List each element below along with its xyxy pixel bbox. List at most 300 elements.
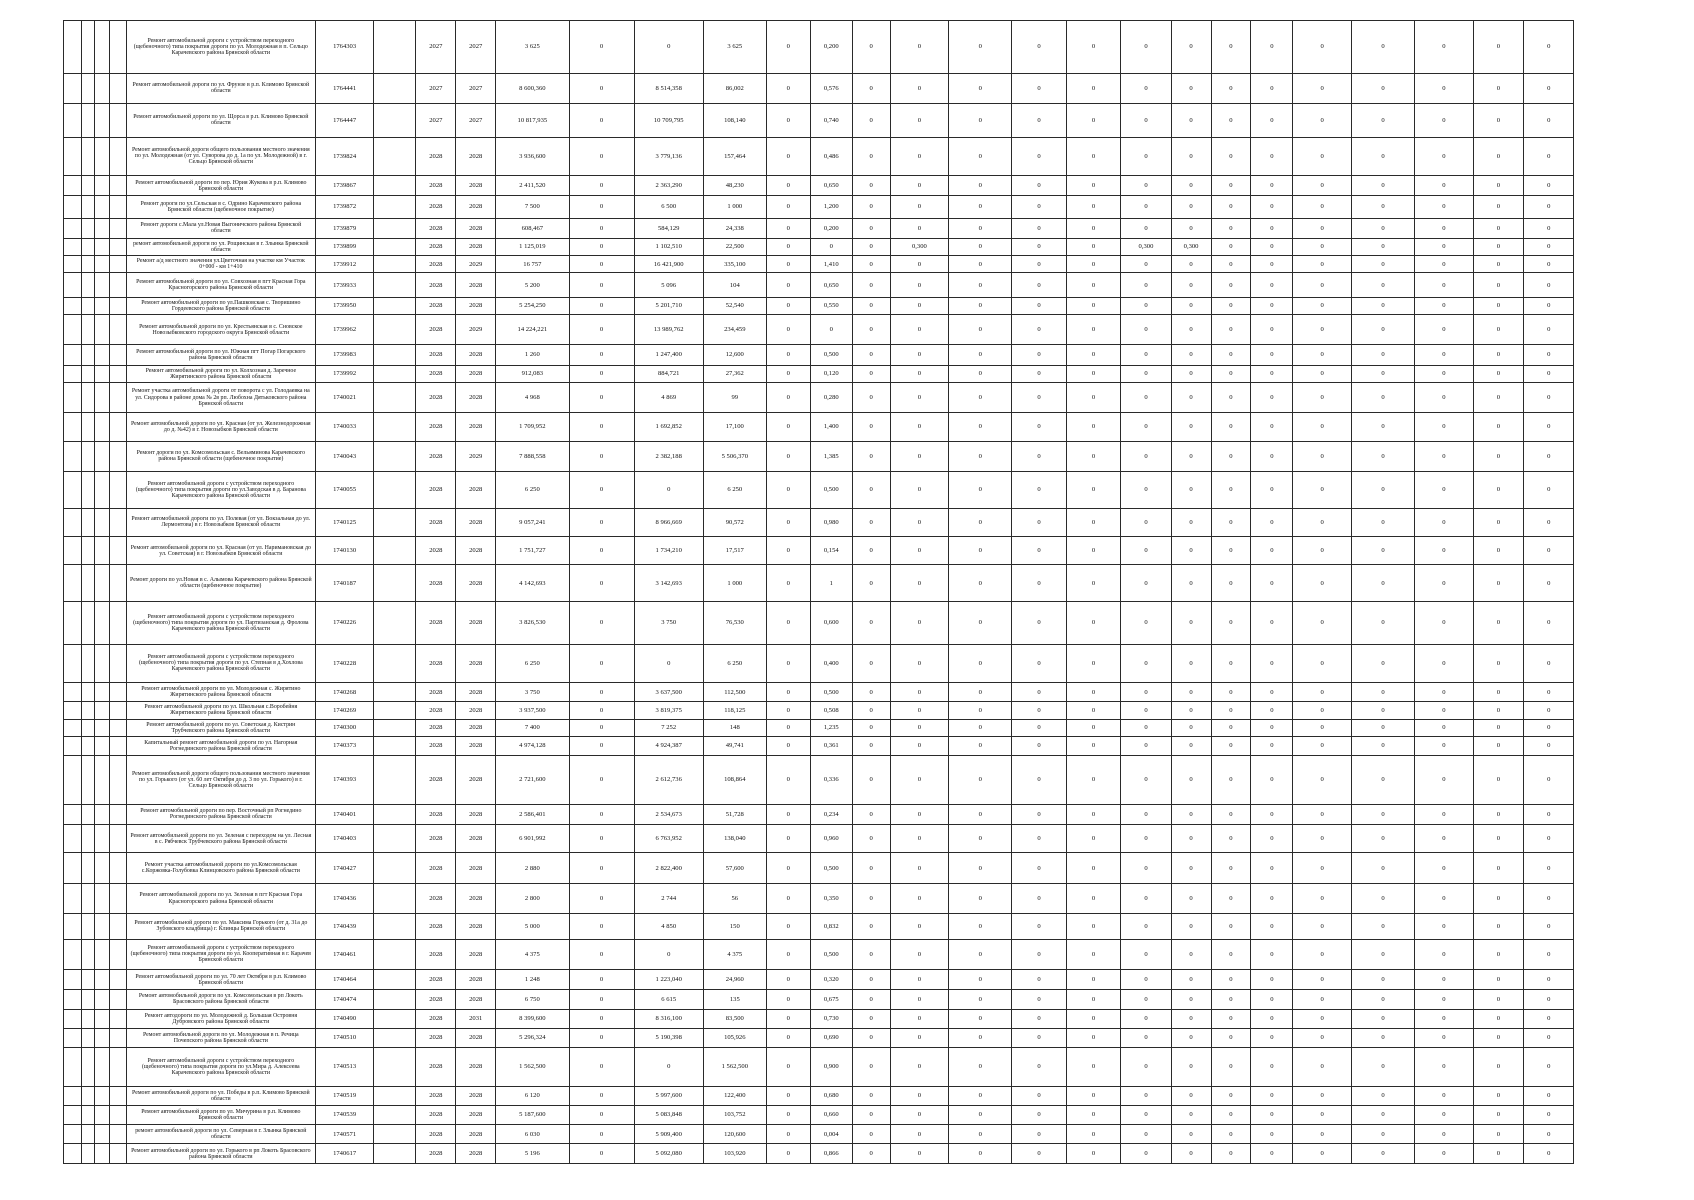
indicator-value: 0 [1066, 914, 1121, 939]
indicator-value: 0 [1171, 218, 1211, 238]
blank-cell [81, 644, 95, 683]
indicator-value: 0 [890, 441, 949, 471]
cell-d: 0 [766, 218, 810, 238]
indicator-value: 0 [949, 537, 1012, 565]
indicator-value: 0 [1171, 472, 1211, 509]
indicator-value: 0 [1251, 970, 1293, 990]
cell-total: 9 057,241 [496, 508, 569, 536]
indicator-value: 0 [1211, 1048, 1251, 1087]
indicator-value: 0 [1012, 883, 1067, 913]
cell-total: 1 562,500 [496, 1048, 569, 1087]
indicator-value: 0 [1473, 736, 1523, 755]
table-row [64, 1125, 1625, 1144]
indicator-value: 0 [1352, 601, 1415, 644]
blank-cell [110, 601, 127, 644]
indicator-value: 0 [1524, 756, 1574, 805]
indicator-value: 0 [890, 1144, 949, 1164]
cell-len: 0,200 [810, 218, 852, 238]
indicator-value: 0 [1251, 804, 1293, 824]
indicator-value: 0 [1352, 1086, 1415, 1105]
table-row [64, 601, 1625, 644]
indicator-value: 0 [1293, 1048, 1352, 1087]
indicator-value: 0 [1473, 970, 1523, 990]
cell-len: 0,675 [810, 990, 852, 1009]
indicator-value: 0 [1293, 382, 1352, 412]
indicator-value: 0 [1473, 239, 1523, 256]
blank-cell [110, 104, 127, 137]
indicator-value: 0 [852, 1009, 890, 1028]
indicator-value: 0 [1524, 683, 1574, 702]
indicator-value: 0 [1012, 970, 1067, 990]
cell-c: 17,100 [703, 413, 766, 441]
indicator-value: 0 [890, 365, 949, 382]
cell-a: 0 [569, 990, 634, 1009]
cell-b: 5 909,400 [634, 1125, 703, 1144]
indicator-value: 0 [1251, 239, 1293, 256]
cell-d: 0 [766, 914, 810, 939]
indicator-value: 0 [1066, 702, 1121, 719]
indicator-value: 0 [1473, 315, 1523, 345]
blank-cell [110, 825, 127, 853]
cell-y1: 2028 [416, 1125, 456, 1144]
cell-d: 0 [766, 196, 810, 218]
indicator-value: 0 [1066, 736, 1121, 755]
table-row [64, 196, 1625, 218]
blank-cell [64, 702, 82, 719]
cell-y2: 2028 [456, 565, 496, 602]
table-row [64, 508, 1625, 536]
indicator-value: 0 [1293, 702, 1352, 719]
indicator-value: 0 [1352, 508, 1415, 536]
blank-cell [81, 297, 95, 314]
object-description: Ремонт автомобильной дороги по ул. Южная пгт Погар Погарского района Брянской области [126, 345, 315, 365]
indicator-value: 0 [1473, 256, 1523, 273]
indicator-value: 0 [1012, 218, 1067, 238]
cell-y2: 2028 [456, 1048, 496, 1087]
indicator-value: 0 [1251, 472, 1293, 509]
cell-y1: 2028 [416, 990, 456, 1009]
table-row [64, 1105, 1625, 1124]
indicator-value: 0 [1414, 508, 1473, 536]
indicator-value: 0 [1251, 1086, 1293, 1105]
blank-cell [95, 683, 110, 702]
indicator-value: 0 [1121, 565, 1171, 602]
indicator-value: 0 [1012, 1144, 1067, 1164]
cell-a: 0 [569, 939, 634, 969]
indicator-value: 0 [1251, 883, 1293, 913]
cell-d: 0 [766, 853, 810, 883]
cell-d: 0 [766, 601, 810, 644]
indicator-value: 0 [1171, 315, 1211, 345]
indicator-value: 0 [1012, 365, 1067, 382]
blank-cell [374, 804, 416, 824]
cell-y1: 2028 [416, 508, 456, 536]
indicator-value: 0 [949, 756, 1012, 805]
blank-cell [81, 472, 95, 509]
cell-b: 3 819,375 [634, 702, 703, 719]
indicator-value: 0 [1473, 273, 1523, 297]
table-row [64, 441, 1625, 471]
cell-a: 0 [569, 137, 634, 176]
cell-len: 0,500 [810, 939, 852, 969]
indicator-value: 0 [1352, 382, 1415, 412]
indicator-value: 0 [1121, 825, 1171, 853]
indicator-value: 0 [1121, 719, 1171, 736]
indicator-value: 0 [1066, 756, 1121, 805]
indicator-value: 0 [1293, 1105, 1352, 1124]
cell-code: 1739983 [315, 345, 374, 365]
indicator-value: 0 [1121, 315, 1171, 345]
indicator-value: 0 [1211, 441, 1251, 471]
cell-len: 0,004 [810, 1125, 852, 1144]
indicator-value: 0 [1414, 273, 1473, 297]
blank-cell [110, 1028, 127, 1047]
cell-b: 2 822,400 [634, 853, 703, 883]
cell-code: 1740228 [315, 644, 374, 683]
indicator-value: 0 [1012, 683, 1067, 702]
blank-cell [81, 441, 95, 471]
indicator-value: 0 [1473, 1009, 1523, 1028]
cell-d: 0 [766, 1086, 810, 1105]
indicator-value: 0 [890, 472, 949, 509]
cell-b: 3 142,693 [634, 565, 703, 602]
indicator-value: 0 [1293, 104, 1352, 137]
indicator-value: 0 [1012, 601, 1067, 644]
indicator-value: 0 [1251, 601, 1293, 644]
cell-c: 99 [703, 382, 766, 412]
cell-total: 5 200 [496, 273, 569, 297]
indicator-value: 0 [1524, 441, 1574, 471]
blank-cell [110, 273, 127, 297]
blank-cell [110, 756, 127, 805]
table-row [64, 702, 1625, 719]
indicator-value: 0 [1524, 273, 1574, 297]
cell-d: 0 [766, 73, 810, 103]
indicator-value: 0 [1121, 644, 1171, 683]
cell-len: 0,600 [810, 601, 852, 644]
cell-code: 1739899 [315, 239, 374, 256]
cell-y1: 2028 [416, 537, 456, 565]
indicator-value: 0 [1524, 382, 1574, 412]
cell-y2: 2028 [456, 273, 496, 297]
cell-len: 0,400 [810, 644, 852, 683]
cell-y2: 2027 [456, 21, 496, 74]
object-description: Ремонт автомобильной дороги по ул. Зеленая с переходом на ул. Лесная в с. Рябчевск Трубчевского района Брянской области [126, 825, 315, 853]
blank-cell [95, 853, 110, 883]
indicator-value: 0 [1012, 382, 1067, 412]
cell-total: 4 142,693 [496, 565, 569, 602]
indicator-value: 0 [852, 315, 890, 345]
cell-b: 0 [634, 939, 703, 969]
cell-total: 6 030 [496, 1125, 569, 1144]
cell-b: 2 744 [634, 883, 703, 913]
blank-cell [81, 315, 95, 345]
indicator-value: 0 [949, 315, 1012, 345]
cell-a: 0 [569, 297, 634, 314]
table-row [64, 413, 1625, 441]
indicator-value: 0 [1473, 441, 1523, 471]
indicator-value: 0 [1293, 1086, 1352, 1105]
indicator-value: 0 [852, 939, 890, 969]
indicator-value: 0 [890, 73, 949, 103]
blank-cell [95, 176, 110, 196]
indicator-value: 0 [1211, 256, 1251, 273]
indicator-value: 0 [1121, 1105, 1171, 1124]
cell-y2: 2028 [456, 683, 496, 702]
indicator-value: 0 [852, 1125, 890, 1144]
cell-d: 0 [766, 683, 810, 702]
cell-len: 0,500 [810, 853, 852, 883]
indicator-value: 0 [1066, 256, 1121, 273]
indicator-value: 0 [1473, 683, 1523, 702]
cell-a: 0 [569, 756, 634, 805]
indicator-value: 0 [890, 1009, 949, 1028]
blank-cell [374, 239, 416, 256]
indicator-value: 0 [949, 413, 1012, 441]
cell-y2: 2028 [456, 644, 496, 683]
indicator-value: 0 [1012, 644, 1067, 683]
indicator-value: 0 [1171, 297, 1211, 314]
cell-d: 0 [766, 1048, 810, 1087]
indicator-value: 0 [852, 239, 890, 256]
cell-y1: 2027 [416, 73, 456, 103]
cell-b: 10 709,795 [634, 104, 703, 137]
object-description: Ремонт автомобильной дороги с устройством переходного (щебеночного) типа покрытия дороги по ул. Кооперативная в г. Карачев Брянской области [126, 939, 315, 969]
cell-b: 1 247,400 [634, 345, 703, 365]
cell-c: 86,002 [703, 73, 766, 103]
indicator-value: 0,300 [1171, 239, 1211, 256]
cell-a: 0 [569, 315, 634, 345]
cell-a: 0 [569, 365, 634, 382]
cell-y1: 2028 [416, 273, 456, 297]
cell-y1: 2027 [416, 104, 456, 137]
indicator-value: 0 [1012, 508, 1067, 536]
blank-cell [64, 345, 82, 365]
indicator-value: 0 [852, 565, 890, 602]
indicator-value: 0 [890, 853, 949, 883]
indicator-value: 0 [1171, 565, 1211, 602]
indicator-value: 0 [1251, 1105, 1293, 1124]
indicator-value: 0 [1251, 382, 1293, 412]
indicator-value: 0 [1473, 853, 1523, 883]
indicator-value: 0 [1293, 176, 1352, 196]
indicator-value: 0 [1171, 853, 1211, 883]
indicator-value: 0 [1121, 537, 1171, 565]
indicator-value: 0 [949, 825, 1012, 853]
indicator-value: 0 [1473, 104, 1523, 137]
indicator-value: 0 [1293, 73, 1352, 103]
cell-y1: 2028 [416, 256, 456, 273]
blank-cell [81, 853, 95, 883]
cell-len: 0,320 [810, 970, 852, 990]
blank-cell [64, 1009, 82, 1028]
indicator-value: 0 [1012, 914, 1067, 939]
blank-cell [374, 990, 416, 1009]
indicator-value: 0 [1171, 914, 1211, 939]
cell-code: 1740269 [315, 702, 374, 719]
blank-cell [110, 1086, 127, 1105]
indicator-value: 0 [1171, 719, 1211, 736]
blank-cell [64, 736, 82, 755]
table-row [64, 365, 1625, 382]
cell-a: 0 [569, 382, 634, 412]
blank-cell [95, 644, 110, 683]
indicator-value: 0 [949, 137, 1012, 176]
cell-code: 1740617 [315, 1144, 374, 1164]
blank-cell [81, 914, 95, 939]
cell-b: 8 316,100 [634, 1009, 703, 1028]
cell-c: 83,500 [703, 1009, 766, 1028]
indicator-value: 0 [1012, 1105, 1067, 1124]
indicator-value: 0 [1352, 239, 1415, 256]
indicator-value: 0 [1414, 176, 1473, 196]
indicator-value: 0 [852, 104, 890, 137]
cell-c: 104 [703, 273, 766, 297]
indicator-value: 0 [1251, 21, 1293, 74]
cell-y2: 2028 [456, 939, 496, 969]
cell-code: 1740401 [315, 804, 374, 824]
cell-len: 0,154 [810, 537, 852, 565]
indicator-value: 0 [1211, 883, 1251, 913]
indicator-value: 0 [852, 1028, 890, 1047]
indicator-value: 0 [852, 601, 890, 644]
cell-len: 0,234 [810, 804, 852, 824]
cell-a: 0 [569, 883, 634, 913]
blank-cell [81, 176, 95, 196]
cell-y1: 2028 [416, 702, 456, 719]
cell-d: 0 [766, 537, 810, 565]
object-description: Ремонт автомобильной дороги по ул. Молодежная в п. Речица Почепского района Брянской области [126, 1028, 315, 1047]
indicator-value: 0 [1352, 719, 1415, 736]
cell-code: 1740226 [315, 601, 374, 644]
indicator-value: 0 [1414, 1028, 1473, 1047]
table-row [64, 472, 1625, 509]
indicator-value: 0 [1293, 1028, 1352, 1047]
indicator-value: 0 [949, 914, 1012, 939]
blank-cell [110, 137, 127, 176]
indicator-value: 0 [1352, 218, 1415, 238]
indicator-value: 0 [1211, 365, 1251, 382]
indicator-value: 0 [1524, 970, 1574, 990]
cell-y1: 2028 [416, 1028, 456, 1047]
cell-d: 0 [766, 736, 810, 755]
object-description: Ремонт автомобильной дороги по ул. Зеленая в пгт Красная Гора Красногорского района Брянской области [126, 883, 315, 913]
indicator-value: 0 [1524, 883, 1574, 913]
indicator-value: 0 [1121, 756, 1171, 805]
blank-cell [95, 565, 110, 602]
blank-cell [64, 218, 82, 238]
cell-y1: 2028 [416, 315, 456, 345]
indicator-value: 0 [1012, 853, 1067, 883]
indicator-value: 0 [1473, 883, 1523, 913]
cell-c: 1 562,500 [703, 1048, 766, 1087]
table-row [64, 176, 1625, 196]
indicator-value: 0 [949, 939, 1012, 969]
indicator-value: 0 [1414, 256, 1473, 273]
indicator-value: 0 [1121, 196, 1171, 218]
indicator-value: 0 [890, 21, 949, 74]
cell-c: 24,338 [703, 218, 766, 238]
blank-cell [374, 1009, 416, 1028]
indicator-value: 0 [890, 137, 949, 176]
blank-cell [64, 137, 82, 176]
cell-code: 1739950 [315, 297, 374, 314]
blank-cell [374, 137, 416, 176]
cell-len: 0,740 [810, 104, 852, 137]
cell-total: 1 125,019 [496, 239, 569, 256]
indicator-value: 0 [1352, 1144, 1415, 1164]
cell-d: 0 [766, 1105, 810, 1124]
blank-cell [110, 939, 127, 969]
cell-b: 5 083,848 [634, 1105, 703, 1124]
cell-len: 0,730 [810, 1009, 852, 1028]
indicator-value: 0 [1121, 683, 1171, 702]
cell-c: 120,600 [703, 1125, 766, 1144]
cell-b: 1 692,852 [634, 413, 703, 441]
cell-y1: 2028 [416, 1009, 456, 1028]
indicator-value: 0 [1524, 365, 1574, 382]
cell-b: 6 500 [634, 196, 703, 218]
indicator-value: 0 [949, 273, 1012, 297]
cell-code: 1739867 [315, 176, 374, 196]
blank-cell [81, 273, 95, 297]
cell-total: 3 750 [496, 683, 569, 702]
cell-code: 1740436 [315, 883, 374, 913]
indicator-value: 0 [1171, 1028, 1211, 1047]
indicator-value: 0 [1414, 1125, 1473, 1144]
indicator-value: 0 [1524, 472, 1574, 509]
table-row [64, 970, 1625, 990]
object-description: ремонт автомобильной дороги по ул. Северная в г. Злынка Брянской области [126, 1125, 315, 1144]
indicator-value: 0 [1293, 218, 1352, 238]
indicator-value: 0 [1121, 853, 1171, 883]
blank-cell [374, 1144, 416, 1164]
cell-code: 1740510 [315, 1028, 374, 1047]
indicator-value: 0 [1121, 970, 1171, 990]
cell-y2: 2028 [456, 472, 496, 509]
cell-c: 105,926 [703, 1028, 766, 1047]
object-description: Ремонт автомобильной дороги по ул. Горького в рп Локоть Брасовского района Брянской области [126, 1144, 315, 1164]
cell-d: 0 [766, 176, 810, 196]
indicator-value: 0 [1414, 990, 1473, 1009]
blank-cell [64, 601, 82, 644]
indicator-value: 0 [1473, 73, 1523, 103]
indicator-value: 0 [852, 683, 890, 702]
indicator-value: 0 [1293, 970, 1352, 990]
indicator-value: 0 [1414, 239, 1473, 256]
cell-total: 608,467 [496, 218, 569, 238]
indicator-value: 0 [1473, 1105, 1523, 1124]
indicator-value: 0 [1293, 1144, 1352, 1164]
cell-total: 5 000 [496, 914, 569, 939]
cell-len: 1,385 [810, 441, 852, 471]
indicator-value: 0 [1414, 413, 1473, 441]
indicator-value: 0 [1473, 601, 1523, 644]
blank-cell [64, 939, 82, 969]
cell-y1: 2028 [416, 382, 456, 412]
indicator-value: 0 [949, 382, 1012, 412]
indicator-value: 0 [1352, 21, 1415, 74]
cell-d: 0 [766, 297, 810, 314]
blank-cell [81, 365, 95, 382]
cell-y2: 2028 [456, 1125, 496, 1144]
indicator-value: 0 [1121, 914, 1171, 939]
object-description: Ремонт дороги по ул. Комсомольская с. Вельяминова Карачевского района Брянской области (щебеночное покрытие) [126, 441, 315, 471]
object-description: Ремонт автомобильной дороги с устройством переходного (щебеночного) типа покрытия дороги по ул.Мира д. Алексеева Карачевского района Брянской области [126, 1048, 315, 1087]
blank-cell [64, 104, 82, 137]
cell-b: 3 750 [634, 601, 703, 644]
cell-d: 0 [766, 883, 810, 913]
